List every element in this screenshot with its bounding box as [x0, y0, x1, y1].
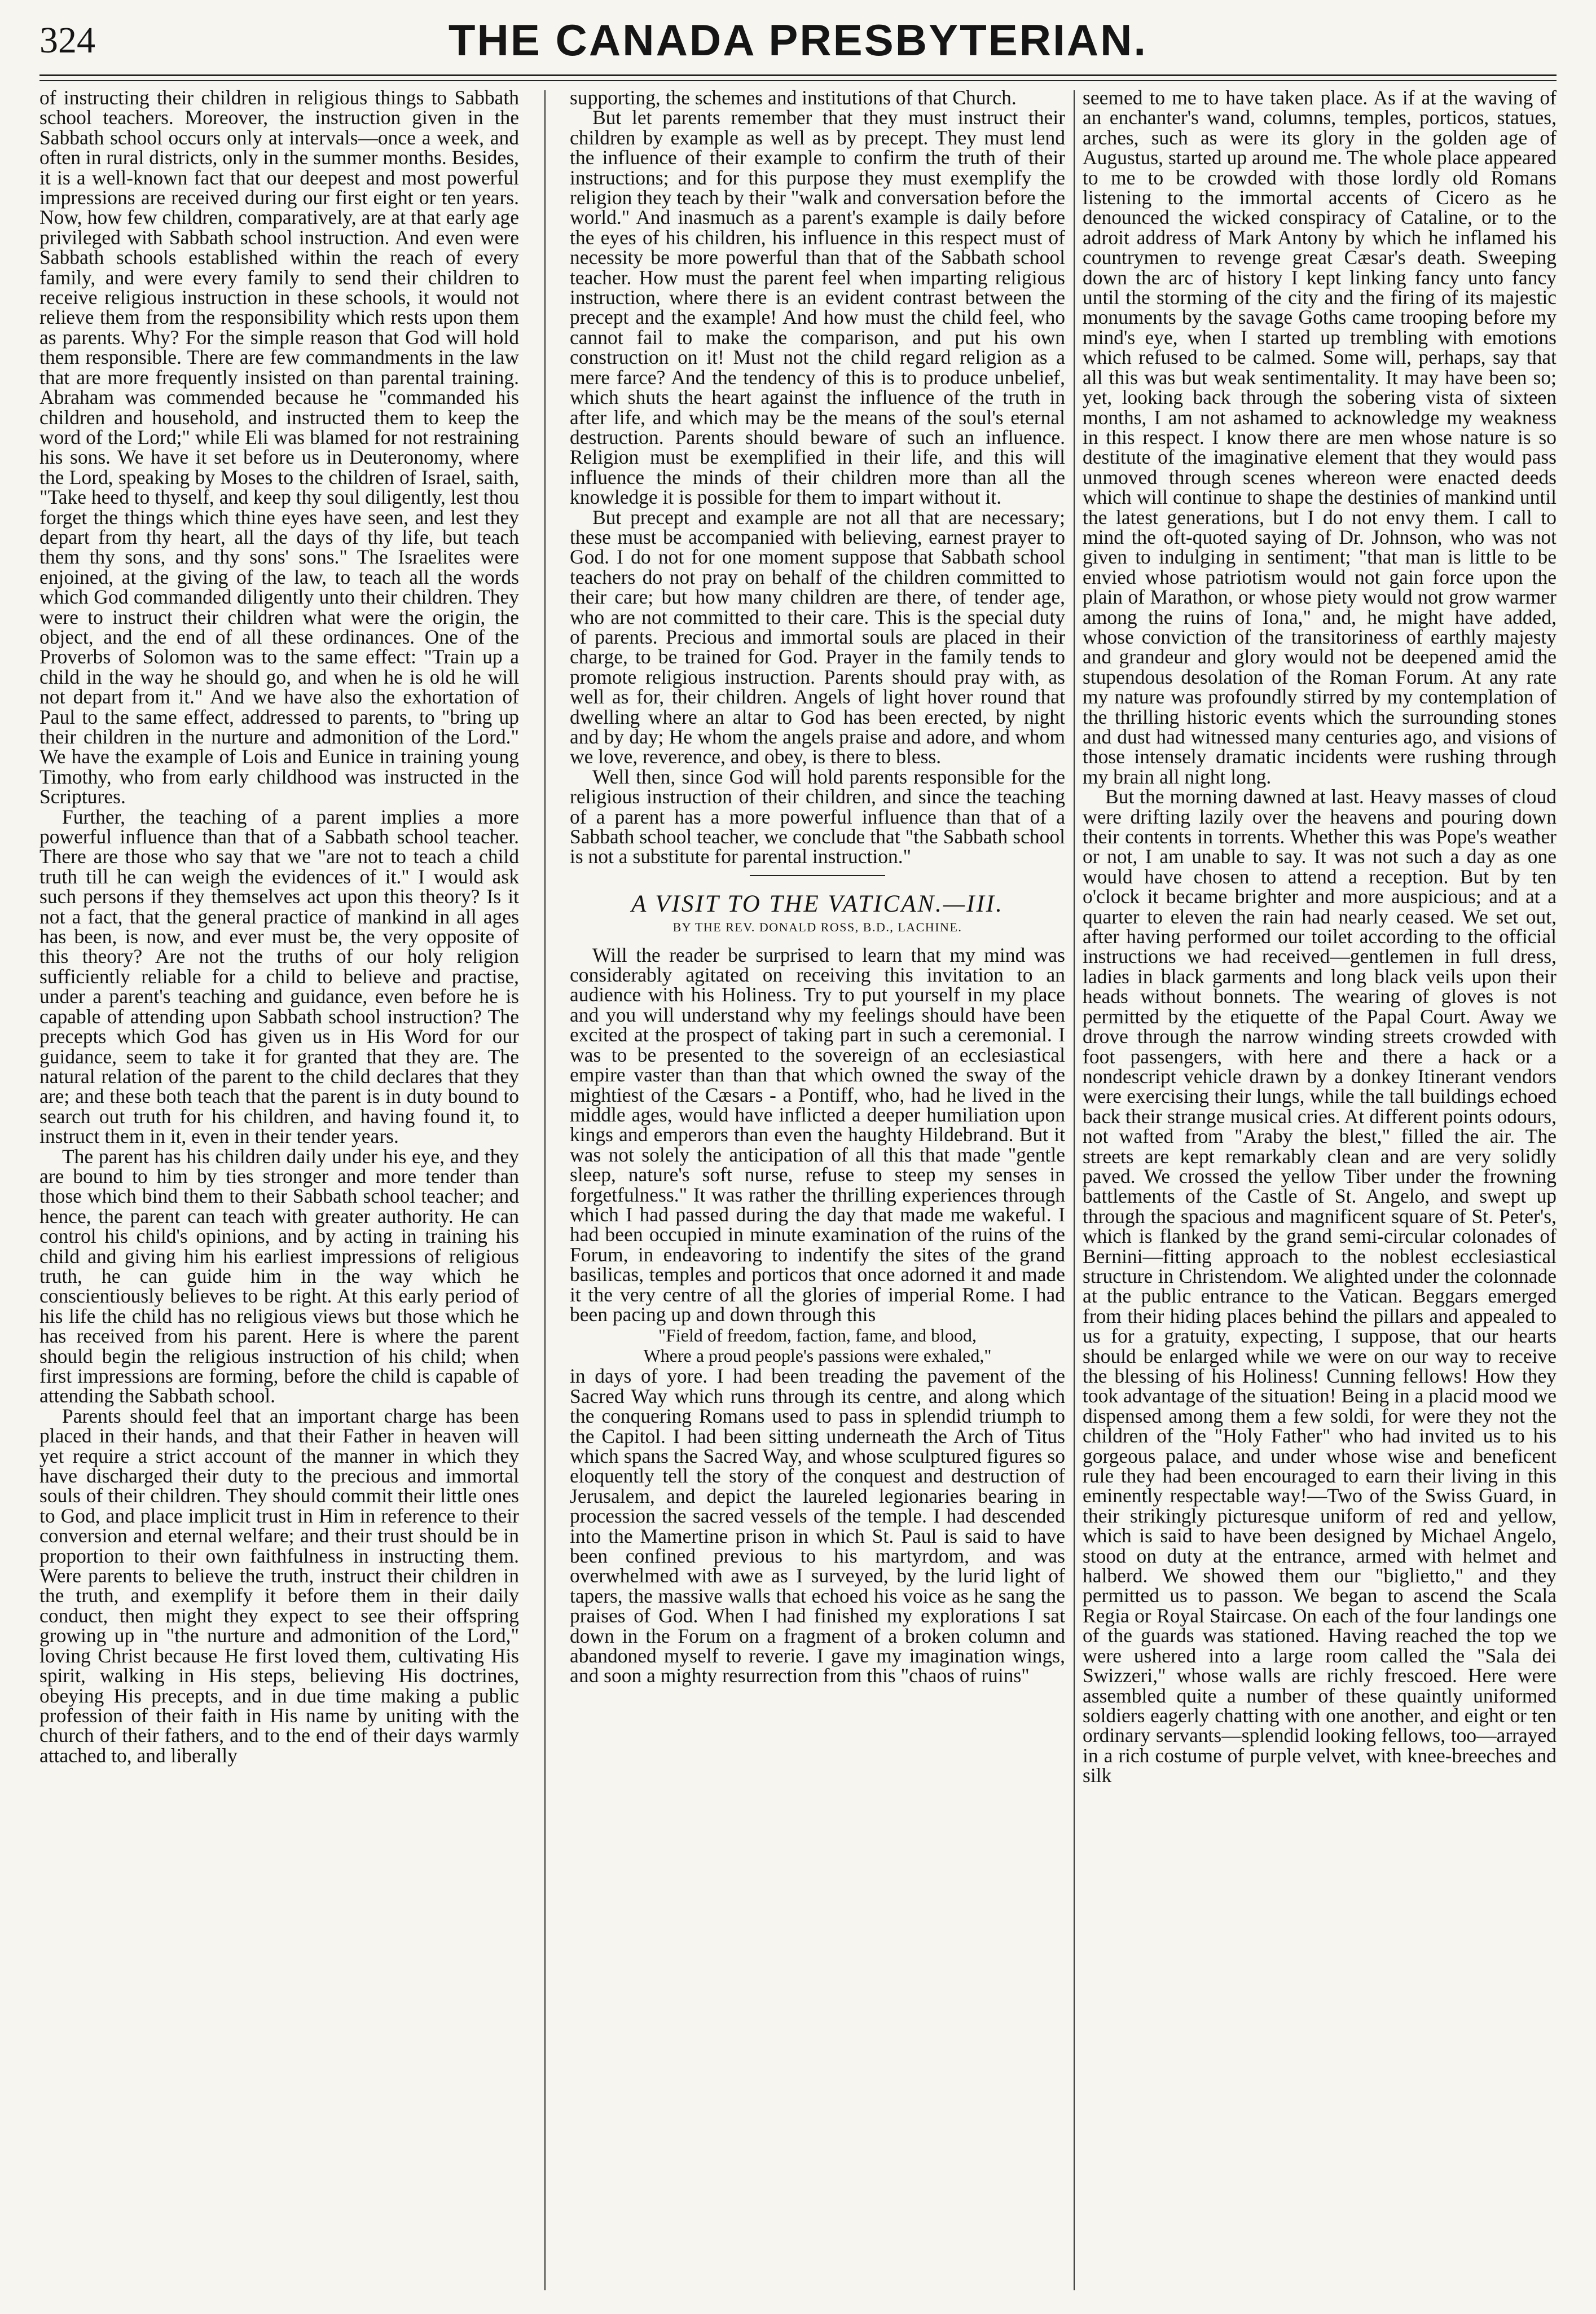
- column-2: [570, 88, 1065, 2282]
- article-title: A VISIT TO THE VATICAN.—III.: [631, 890, 1004, 917]
- article-separator: [750, 875, 885, 876]
- paragraph: Will the reader be surprised to learn that my mind was considerably agitated on receiving this invitation to an audience with his Holiness. Try to put yourself in my place and you will understand why my feelings should have been excited at the prospect of taking part in such a ceremonial. I was to be presented to the sovereign of an ecclesiastical empire vaster than than that which owned the sway of the mightiest of the Cæsars - a Pontiff, who, had he lived in the middle ages, would have inflicted a deeper humiliation upon kings and emperors than even the haughty Hildebrand. But it was not solely the anticipation of all this that made "gentle sleep, nature's soft nurse, refuse to steep my senses in forgetfulness." It was rather the thrilling experiences through which I had passed during the day that made me wakeful. I had been occupied in minute examination of the ruins of the Forum, in endeavoring to indentify the sites of the grand basilicas, temples and porticos that once adorned it and made it the very centre of all the glories of imperial Rome. I had been pacing up and down through this: [570, 943, 1065, 1326]
- paragraph: Well then, since God will hold parents responsible for the religious instruction of their children, and since the teaching of a parent has a more powerful influence than that of a Sabbath school teacher, we conclude that "the Sabbath school is not a substitute for parental instruction.": [570, 765, 1065, 868]
- column-divider: [1074, 90, 1075, 2290]
- quote-line: "Field of freedom, faction, fame, and blood,: [658, 1325, 977, 1346]
- paragraph: But precept and example are not all that are necessary; these must be accompanied with believing, earnest prayer to God. I do not for one moment suppose that Sabbath school teachers do not pray on behalf of the children committed to their care; but how many children are there, of tender age, who are not committed to their care. This is the special duty of parents. Precious and immortal souls are placed in their charge, to be trained for God. Prayer in the family tends to promote religious instruction. Parents should pray with, as well as for, their children. Angels of light hover round that dwelling where an altar to God has been erected, by night and by day; He whom the angels praise and adore, and whom we love, reverence, and obey, is there to bless.: [570, 505, 1065, 768]
- paragraph: Further, the teaching of a parent implies a more powerful influence than that of a Sabbath school teacher. There are those who say that we "are not to teach a child truth till he can weigh the evidences of it." I would ask such persons if they themselves act upon this theory? Is it not a fact, that the general practice of mankind in all ages has been, is now, and ever must be, the very opposite of this theory? Are not the truths of our holy religion sufficiently reliable for a child to believe and practise, under a parent's teaching and guidance, even before he is capable of attending upon Sabbath school instruction? The precepts which God has given us in His Word for our guidance, seem to take it for granted that they are. The natural relation of the parent to the child declares that they are; and these both teach that the parent is in duty bound to search out truth for his children, and having found it, to instruct them in it, even in their tender years.: [39, 805, 519, 1148]
- page-header: [39, 15, 1557, 77]
- quote-line: Where a proud people's passions were exhaled,": [643, 1345, 992, 1366]
- page-number: 324: [39, 20, 95, 61]
- paragraph: The parent has his children daily under his eye, and they are bound to him by ties stronger and more tender than those which bind them to their Sabbath school teacher; and hence, the parent can teach with greater authority. He can control his child's opinions, and by acting in training his child and giving him his earliest impressions of religious truth, he can guide him in the way which he conscientiously believes to be right. At this early period of his life the child has no religious views but those which he has received from his parent. Here is where the parent should begin the religious instruction of his child; when first impressions are forming, before the child is capable of attending the Sabbath school.: [39, 1145, 519, 1407]
- header-rule: [39, 74, 1557, 76]
- column-3: [1083, 88, 1557, 2282]
- masthead-title: THE CANADA PRESBYTERIAN.: [448, 15, 1148, 65]
- paragraph: But the morning dawned at last. Heavy masses of cloud were drifting lazily over the heavens and pouring down their contents in torrents. Whether this was Pope's weather or not, I am unable to say. It was not such a day as one would have chosen to attend a reception. But by ten o'clock it became brighter and more auspicious; and at a quarter to eleven the rain had nearly ceased. We set out, after having performed our toilet according to the official instructions we had received—gentlemen in full dress, ladies in black garments and long black veils upon their heads without bonnets. The wearing of gloves is not permitted by the etiquette of the Papal Court. Away we drove through the narrow winding streets crowded with foot passengers, with here and there a hack or a nondescript vehicle drawn by a donkey Itinerant vendors were exercising their lungs, while the tall buildings echoed back their strange musical cries. At different points odours, not wafted from "Araby the blest," filled the air. The streets are kept remarkably clean and are very solidly paved. We crossed the yellow Tiber under the frowning battlements of the Castle of St. Angelo, and swept up through the spacious and magnificent square of St. Peter's, which is flanked by the grand semi-circular colonades of Bernini—fitting approach to the noblest ecclesiastical structure in Christendom. We alighted under the colonnade at the public entrance to the Vatican. Beggars emerged from their hiding places behind the pillars and appealed to us for a gratuity, expecting, I suppose, that our hearts should be enlarged while we were on our way to receive the blessing of his Holiness! Cunning fellows! How they took advantage of the situation! Being in a placid mood we dispensed among them a few soldi, for were they not the children of the "Holy Father" who had invited us to his gorgeous palace, and under whose wise and beneficent rule they had been encouraged to earn their living in this eminently respectable way!—Two of the Swiss Guard, in their strikingly picturesque uniform of red and yellow, which is said to have been designed by Michael Angelo, stood on duty at the entrance, armed with helmet and halberd. We showed them our "biglietto," and they permitted us to passon. We began to ascend the Scala Regia or Royal Staircase. On each of the four landings one of the guards was stationed. Having reached the top we were ushered into a large room called the "Sala dei Swizzeri," whose walls are richly frescoed. Here were assembled quite a number of these quaintly uniformed soldiers eagerly chatting with one another, and eight or ten ordinary servants—splendid looking fellows, too—arrayed in a rich costume of purple velvet, with knee-breeches and silk: [1083, 785, 1557, 1787]
- header-rule-secondary: [39, 80, 1557, 81]
- paragraph: But let parents remember that they must instruct their children by example as well as by precept. They must lend the influence of their example to confirm the truth of their instructions; and for this purpose they must exemplify the religion they teach by their "walk and conversation before the world." And inasmuch as a parent's example is daily before the eyes of his children, his influence in this respect must of necessity be more powerful than that of the Sabbath school teacher. How must the parent feel when imparting religious instruction, where there is an evident contrast between the precept and the example! And how must the child feel, who cannot fail to make the comparison, and put his own construction on it! Must not the child regard religion as a mere farce? And the tendency of this is to produce unbelief, which shuts the heart against the influence of the truth in after life, and which may be the means of the soul's eternal destruction. Parents should beware of such an influence. Religion must be exemplified in their life, and this will influence the minds of their children more than all the knowledge it is possible for them to impart without it.: [570, 106, 1065, 509]
- column-divider: [544, 90, 546, 2290]
- paragraph: seemed to me to have taken place. As if at the waving of an enchanter's wand, columns, temples, porticos, statues, arches, such as were its glory in the golden age of Augustus, started up around me. The whole place appeared to me to be crowded with those lordly old Romans listening to the immortal accents of Cicero as he denounced the wicked conspiracy of Cataline, or to the adroit address of Mark Antony by which he inflamed his countrymen to revenge great Cæsar's death. Sweeping down the arc of history I kept linking fancy unto fancy until the storming of the city and the firing of its majestic monuments by the savage Goths came trooping before my mind's eye, when I started up trembling with emotions which refused to be calmed. Some will, perhaps, say that all this was but weak sentimentality. It may have been so; yet, looking back through the sobering vista of sixteen months, I am not ashamed to acknowledge my weakness in this respect. I know there are men whose nature is so destitute of the imaginative element that they would pass unmoved through scenes whereon were enacted deeds which will continue to shape the destinies of mankind until the latest generations, but I do not envy them. I call to mind the oft-quoted saying of Dr. Johnson, who was not given to indulging in sentiment; "that man is little to be envied whose patriotism would not gain force upon the plain of Marathon, or whose piety would not grow warmer among the ruins of Iona," and, he might have added, whose conviction of the transitoriness of earthly majesty and grandeur and glory would not be deepened amid the stupendous desolation of the Roman Forum. At any rate my nature was profoundly stirred by my contemplation of the thrilling historic events which the surrounding stones and dust had witnessed many centuries ago, and visions of those intensely dramatic incidents were rushing through my brain all night long.: [1083, 88, 1557, 788]
- paragraph: supporting, the schemes and institutions of that Church.: [570, 88, 1017, 109]
- paragraph: in days of yore. I had been treading the pavement of the Sacred Way which runs through its centre, and along which the conquering Romans used to pass in splendid triumph to the Capitol. I had been sitting underneath the Arch of Titus which spans the Sacred Way, and whose sculptured figures so eloquently tell the story of the conquest and destruction of Jerusalem, and depict the laureled legionaries bearing in procession the sacred vessels of the temple. I had descended into the Mamertine prison in which St. Paul is said to have been confined previous to his martyrdom, and was overwhelmed with awe as I surveyed, by the lurid light of tapers, the massive walls that echoed his voice as he sang the praises of God. When I had finished my explorations I sat down in the Forum on a fragment of a broken column and abandoned myself to reverie. I gave my imagination wings, and soon a mighty resurrection from this "chaos of ruins": [570, 1365, 1065, 1687]
- column-1: [39, 88, 519, 2282]
- paragraph: Parents should feel that an important charge has been placed in their hands, and that their Father in heaven will yet require a strict account of the manner in which they have discharged their duty to the precious and immortal souls of their children. They should commit their little ones to God, and place implicit trust in Him in reference to their conversion and eternal welfare; and their trust should be in proportion to their own faithfulness in instructing them. Were parents to believe the truth, instruct their children in the truth, and exemplify it before them in their daily conduct, then might they expect to see their offspring growing up in "the nurture and admonition of the Lord," loving Christ because He first loved them, cultivating His spirit, walking in His steps, believing His doctrines, obeying His precepts, and in due time making a public profession of their faith in His name by uniting with the church of their fathers, and to the end of their days warmly attached to, and liberally: [39, 1404, 519, 1767]
- article-byline: BY THE REV. DONALD ROSS, B.D., LACHINE.: [672, 920, 962, 935]
- paragraph: of instructing their children in religious things to Sabbath school teachers. Moreover, the instruction given in the Sabbath school occurs only at intervals—once a week, and often in rural districts, only in the summer months. Besides, it is a well-known fact that our deepest and most powerful impressions are received during our first eight or ten years. Now, how few children, comparatively, are at that early age privileged with Sabbath school instruction. And even were Sabbath schools established within the reach of every family, and were every family to send their children to receive religious instruction in these schools, it would not relieve them from the responsibility which rests upon them as parents. Why? For the simple reason that God will hold them responsible. There are few commandments in the law that are more frequently insisted on than parental training. Abraham was commended because he "commanded his children and household, and instructed them to keep the word of the Lord;" while Eli was blamed for not restraining his sons. We have it set before us in Deuteronomy, where the Lord, speaking by Moses to the children of Israel, saith, "Take heed to thyself, and keep thy soul diligently, lest thou forget the things which thine eyes have seen, and lest they depart from thy heart, all the days of thy life, but teach them thy sons, and thy sons' sons." The Israelites were enjoined, at the giving of the law, to teach all the words which God commanded diligently unto their children. They were to instruct their children what were the origin, the object, and the end of all these ordinances. One of the Proverbs of Solomon was to the same effect: "Train up a child in the way he should go, and when he is old he will not depart from it." And we have also the exhortation of Paul to the same effect, addressed to parents, to "bring up their children in the nurture and admonition of the Lord." We have the example of Lois and Eunice in training young Timothy, who from early childhood was instructed in the Scriptures.: [39, 88, 519, 808]
